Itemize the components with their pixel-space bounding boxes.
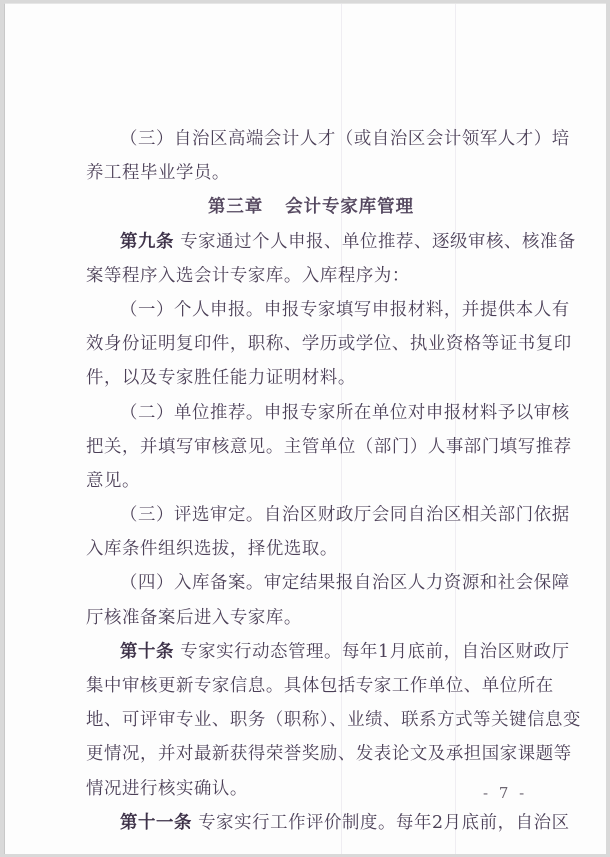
page-number: - 7 - [483,784,528,802]
text-line [86,532,536,566]
line-text: 效身份证明复印件，职称、学历或学位、执业资格等证书复印 [86,334,572,355]
line-text: 专家实行动态管理。每年1月底前，自治区财政厅 [180,641,570,662]
chapter-title: 会计专家库管理 [285,197,414,218]
text-line [86,498,570,532]
line-text: 案等程序入选会计专家库。入库程序为： [86,265,410,286]
text-line [86,772,536,806]
text-line [86,327,572,361]
text-line [86,430,572,464]
document-page [4,3,606,854]
article-line [86,635,570,669]
line-text: （一）个人申报。申报专家填写申报材料，并提供本人有 [120,299,570,320]
text-line [86,601,536,635]
text-line [86,703,582,737]
article-line [86,225,576,259]
article-number: 第十一条 [120,812,192,833]
text-line [86,464,536,498]
document-body [86,122,582,840]
line-text: 更情况，并对最新获得荣誉奖励、发表论文及承担国家课题等 [86,744,572,765]
line-text: （二）单位推荐。申报专家所在单位对申报材料予以审核 [120,402,570,423]
text-line [86,293,570,327]
line-text: 地、可评审专业、职务（职称）、业绩、联系方式等关键信息变 [86,710,582,731]
line-text: 集中审核更新专家信息。具体包括专家工作单位、单位所在 [86,676,554,696]
chapter-heading [86,190,536,224]
line-text: 件，以及专家胜任能力证明材料。 [86,368,356,389]
line-text: 情况进行核实确认。 [86,778,248,799]
text-line [86,259,536,293]
line-text: （三）评选审定。自治区财政厅会同自治区相关部门依据 [120,505,570,526]
line-text: 专家实行工作评价制度。每年2月底前，自治区 [198,812,570,833]
text-line [86,566,570,600]
text-line [86,122,570,156]
text-line [86,669,554,703]
line-text: 入库条件组织选拔，择优选取。 [86,539,338,560]
article-number: 第九条 [120,231,174,252]
line-text: （四）入库备案。审定结果报自治区人力资源和社会保障 [120,573,570,594]
line-text: 养工程毕业学员。 [86,163,230,184]
article-line [86,806,570,840]
article-number: 第十条 [120,641,174,662]
line-text: 厅核准备案后进入专家库。 [86,607,302,628]
text-line [86,361,536,395]
line-text: 把关，并填写审核意见。主管单位（部门）人事部门填写推荐 [86,436,572,457]
line-text: （三）自治区高端会计人才（或自治区会计领军人才）培 [120,129,570,149]
text-line [86,737,572,771]
text-line [86,396,570,430]
line-text: 意见。 [86,470,140,491]
text-line [86,156,536,190]
chapter-number: 第三章 [208,197,264,218]
line-text: 专家通过个人申报、单位推荐、逐级审核、核准备 [180,231,576,252]
